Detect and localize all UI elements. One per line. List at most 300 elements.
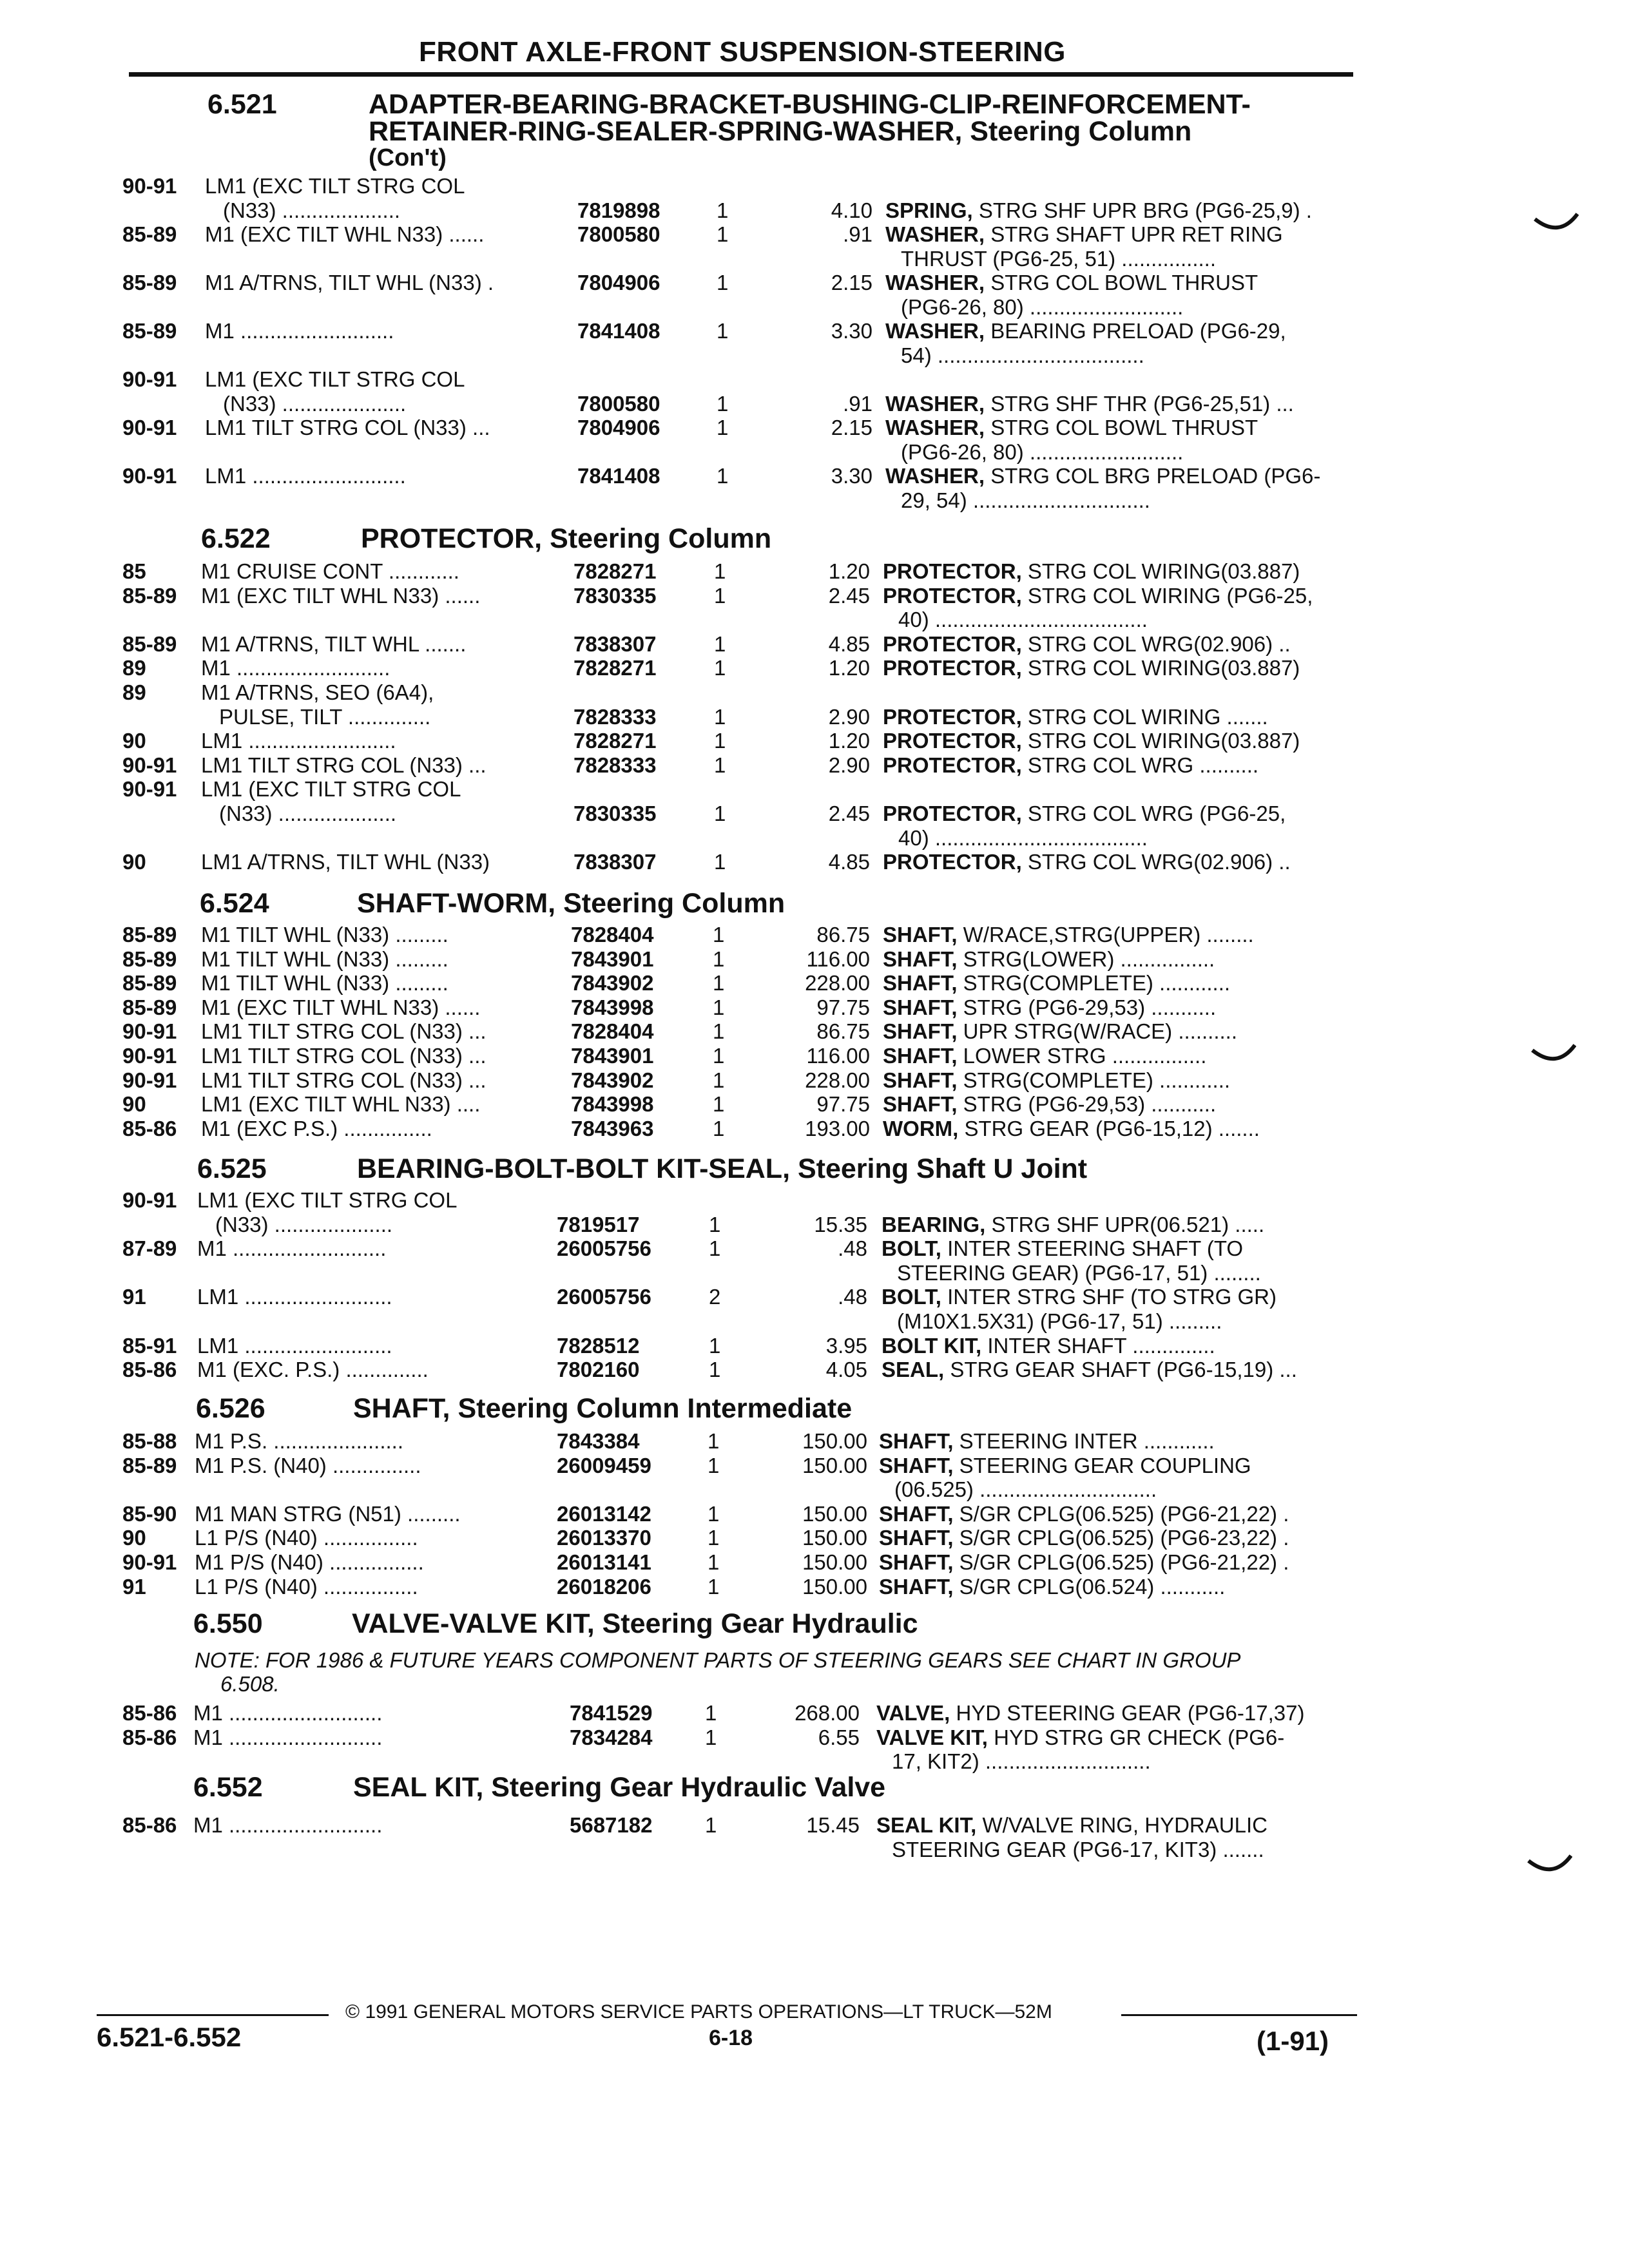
quantity: 1 xyxy=(717,198,729,222)
part-description xyxy=(883,753,1360,777)
part-number: 7843998 xyxy=(571,1092,654,1117)
part-number: 7819517 xyxy=(557,1212,640,1236)
description-text: BEARING PRELOAD (PG6-29, xyxy=(990,319,1286,343)
part-number: 7828404 xyxy=(571,1019,654,1044)
year-range: 85-89 xyxy=(122,947,177,971)
description-keyword: SHAFT, xyxy=(879,1429,954,1453)
part-number: 7800580 xyxy=(577,391,660,416)
part-number: 7843902 xyxy=(571,1068,654,1092)
part-description xyxy=(883,1068,1360,1092)
part-number: 7843998 xyxy=(571,995,654,1019)
price: 2.90 xyxy=(828,753,870,777)
part-row xyxy=(0,1701,1629,1725)
part-number: 7800580 xyxy=(577,222,660,246)
binding-mark-icon xyxy=(1531,1044,1576,1070)
price: 1.20 xyxy=(828,559,870,583)
description-text: HYD STEERING GEAR (PG6-17,37) xyxy=(956,1701,1305,1725)
model-application: LM1 (EXC TILT STRG COL xyxy=(205,367,465,391)
part-row xyxy=(0,1429,1629,1454)
price: 193.00 xyxy=(805,1116,870,1140)
price: .48 xyxy=(838,1285,867,1309)
part-row xyxy=(0,416,1629,440)
description-text: HYD STRG GR CHECK (PG6- xyxy=(994,1725,1285,1749)
year-range: 85-86 xyxy=(122,1813,177,1837)
part-number: 7843384 xyxy=(557,1429,640,1453)
description-keyword: BOLT, xyxy=(882,1285,941,1309)
part-number: 7843902 xyxy=(571,971,654,995)
part-description xyxy=(885,319,1362,343)
price: 228.00 xyxy=(805,971,870,995)
quantity: 1 xyxy=(708,1550,720,1574)
description-text: LOWER STRG ................ xyxy=(963,1044,1207,1068)
quantity: 1 xyxy=(713,1068,725,1092)
model-application: LM1 A/TRNS, TILT WHL (N33) xyxy=(201,850,490,874)
year-range: 85-90 xyxy=(122,1501,177,1526)
part-row xyxy=(0,1334,1629,1358)
part-description xyxy=(885,464,1362,488)
section-title: SHAFT-WORM, Steering Column xyxy=(357,888,786,919)
model-application: M1 .......................... xyxy=(205,319,394,343)
part-number: 26005756 xyxy=(557,1236,651,1261)
part-row xyxy=(0,1526,1629,1550)
price: 3.30 xyxy=(831,464,872,488)
model-application: PULSE, TILT .............. xyxy=(219,704,431,729)
binding-mark-icon xyxy=(1527,1854,1572,1880)
part-row xyxy=(0,222,1629,247)
part-number: 26018206 xyxy=(557,1574,651,1599)
section-number: 6.526 xyxy=(196,1393,265,1424)
description-text: W/RACE,STRG(UPPER) ........ xyxy=(963,923,1254,947)
year-range: 91 xyxy=(122,1285,146,1309)
description-text: STEERING GEAR (PG6-17, KIT3) ....... xyxy=(892,1837,1264,1861)
part-number: 7828512 xyxy=(557,1333,640,1358)
quantity: 1 xyxy=(709,1236,721,1261)
section-number: 6.521 xyxy=(207,89,277,120)
part-description xyxy=(883,947,1360,971)
part-number: 7841408 xyxy=(577,464,660,488)
part-description xyxy=(883,923,1360,947)
model-application: M1 P.S. ...................... xyxy=(195,1429,403,1453)
price: .48 xyxy=(838,1236,867,1261)
price: 150.00 xyxy=(802,1429,867,1453)
part-row xyxy=(0,1092,1629,1117)
description-keyword: SEAL, xyxy=(882,1358,945,1382)
year-range: 90 xyxy=(122,850,146,874)
model-application: LM1 (EXC TILT WHL N33) .... xyxy=(201,1092,481,1117)
page-header-title: FRONT AXLE-FRONT SUSPENSION-STEERING xyxy=(419,36,1066,68)
description-keyword: BOLT KIT, xyxy=(882,1333,982,1358)
year-range: 85-91 xyxy=(122,1333,177,1358)
part-description xyxy=(897,1261,1374,1285)
quantity: 1 xyxy=(714,729,726,753)
section-heading-6-521 xyxy=(207,89,1496,173)
part-row xyxy=(0,1236,1629,1261)
description-keyword: WORM, xyxy=(883,1116,959,1140)
footer-rule-right xyxy=(1121,2014,1357,2016)
model-application: LM1 .......................... xyxy=(205,464,406,488)
quantity: 1 xyxy=(705,1701,717,1725)
year-range: 90-91 xyxy=(122,416,177,439)
year-range: 90-91 xyxy=(122,1068,177,1092)
description-text: STRG GEAR (PG6-15,12) ....... xyxy=(964,1116,1260,1140)
description-text: W/VALVE RING, HYDRAULIC xyxy=(982,1813,1268,1837)
quantity: 1 xyxy=(714,656,726,680)
quantity: 1 xyxy=(713,971,725,995)
price: 150.00 xyxy=(802,1550,867,1574)
quantity: 1 xyxy=(714,850,726,874)
part-row xyxy=(0,1068,1629,1093)
part-row xyxy=(0,1285,1629,1309)
part-row xyxy=(0,923,1629,947)
quantity: 1 xyxy=(708,1501,720,1526)
quantity: 1 xyxy=(713,947,725,971)
price: 228.00 xyxy=(805,1068,870,1092)
part-description xyxy=(882,1213,1358,1236)
description-keyword: PROTECTOR, xyxy=(883,704,1022,729)
part-row xyxy=(0,1188,1629,1213)
price: 3.30 xyxy=(831,319,872,343)
quantity: 1 xyxy=(713,1092,725,1117)
footer-section-range: 6.521-6.552 xyxy=(97,2022,242,2052)
part-description xyxy=(882,1334,1358,1358)
description-text: STRG(COMPLETE) ............ xyxy=(963,1068,1231,1092)
quantity: 1 xyxy=(713,1116,725,1140)
part-description xyxy=(885,222,1362,246)
quantity: 1 xyxy=(713,923,725,947)
quantity: 1 xyxy=(717,222,729,246)
price: 4.10 xyxy=(831,198,872,222)
part-row xyxy=(0,440,1629,465)
part-description xyxy=(883,850,1360,874)
description-text: STRG COL WIRING (PG6-25, xyxy=(1027,583,1313,608)
year-range: 85-86 xyxy=(122,1116,177,1140)
section-number: 6.552 xyxy=(193,1772,263,1803)
part-row xyxy=(0,1261,1629,1285)
price: 1.20 xyxy=(828,729,870,753)
section-title: VALVE-VALVE KIT, Steering Gear Hydraulic xyxy=(352,1608,918,1639)
section-heading-6-525 xyxy=(197,1153,1486,1186)
description-keyword: WASHER, xyxy=(885,416,985,439)
description-text: STEERING GEAR COUPLING xyxy=(959,1453,1251,1477)
year-range: 90 xyxy=(122,729,146,753)
description-text: STRG SHF UPR(06.521) ..... xyxy=(991,1212,1265,1236)
section-number: 6.524 xyxy=(200,888,269,919)
price: 97.75 xyxy=(816,1092,870,1117)
description-text: (06.525) .............................. xyxy=(894,1477,1157,1502)
part-description xyxy=(901,295,1378,319)
model-application: M1 (EXC P.S.) ............... xyxy=(201,1116,432,1140)
description-keyword: SHAFT, xyxy=(883,947,958,971)
description-text: STRG SHF UPR BRG (PG6-25,9) . xyxy=(978,198,1312,222)
description-text: THRUST (PG6-25, 51) ................ xyxy=(901,246,1217,271)
year-range: 85-89 xyxy=(122,271,177,294)
part-row xyxy=(0,1019,1629,1044)
quantity: 1 xyxy=(709,1358,721,1382)
footer-revision-date: (1-91) xyxy=(1257,2026,1329,2056)
part-row xyxy=(0,367,1629,392)
part-row xyxy=(0,656,1629,680)
year-range: 85-89 xyxy=(122,631,177,656)
price: 150.00 xyxy=(802,1574,867,1599)
price: 86.75 xyxy=(816,1019,870,1044)
description-text: INTER STRG SHF (TO STRG GR) xyxy=(947,1285,1277,1309)
part-row xyxy=(0,632,1629,657)
part-row xyxy=(0,271,1629,295)
part-row xyxy=(0,995,1629,1020)
description-keyword: PROTECTOR, xyxy=(883,802,1022,825)
model-application: LM1 (EXC TILT STRG COL xyxy=(205,174,465,198)
quantity: 1 xyxy=(714,559,726,583)
part-row xyxy=(0,488,1629,513)
section-heading-6-526 xyxy=(196,1393,1485,1425)
description-keyword: WASHER, xyxy=(885,271,985,294)
footer-rule-left xyxy=(97,2014,329,2016)
quantity: 1 xyxy=(714,802,726,825)
part-description xyxy=(894,1477,1371,1501)
description-text: 17, KIT2) ............................ xyxy=(892,1749,1151,1774)
description-text: S/GR CPLG(06.524) ........... xyxy=(959,1574,1226,1599)
part-row xyxy=(0,777,1629,802)
part-row xyxy=(0,198,1629,223)
section-note xyxy=(195,1648,1354,1696)
description-text: UPR STRG(W/RACE) .......... xyxy=(963,1019,1238,1044)
description-text: STRG COL WIRING(03.887) xyxy=(1027,656,1300,680)
part-description xyxy=(883,584,1360,608)
year-range: 85-86 xyxy=(122,1358,177,1382)
part-row xyxy=(0,295,1629,320)
model-application: LM1 ......................... xyxy=(201,729,396,753)
model-application: M1 P.S. (N40) ............... xyxy=(195,1453,421,1477)
part-number: 7828404 xyxy=(571,923,654,947)
part-row xyxy=(0,1117,1629,1141)
year-range: 89 xyxy=(122,680,146,704)
part-number: 26013141 xyxy=(557,1550,651,1574)
description-keyword: PROTECTOR, xyxy=(883,753,1022,777)
model-application: LM1 (EXC TILT STRG COL xyxy=(197,1188,458,1212)
year-range: 89 xyxy=(122,656,146,680)
description-keyword: VALVE, xyxy=(876,1701,950,1725)
price: 2.15 xyxy=(831,416,872,439)
description-keyword: PROTECTOR, xyxy=(883,656,1022,680)
model-application: M1 TILT WHL (N33) ......... xyxy=(201,971,448,995)
description-text: STRG COL WIRING(03.887) xyxy=(1027,559,1300,583)
description-keyword: SHAFT, xyxy=(879,1453,954,1477)
part-row xyxy=(0,584,1629,608)
part-row xyxy=(0,392,1629,416)
year-range: 90-91 xyxy=(122,1019,177,1044)
model-application: LM1 TILT STRG COL (N33) ... xyxy=(201,1019,487,1044)
quantity: 1 xyxy=(713,1044,725,1068)
year-range: 90-91 xyxy=(122,1044,177,1068)
year-range: 85-89 xyxy=(122,583,177,608)
part-description xyxy=(879,1550,1356,1574)
part-number: 26013370 xyxy=(557,1526,651,1550)
description-text: S/GR CPLG(06.525) (PG6-21,22) . xyxy=(959,1501,1289,1526)
part-description xyxy=(883,995,1360,1019)
description-text: S/GR CPLG(06.525) (PG6-21,22) . xyxy=(959,1550,1289,1574)
year-range: 85-89 xyxy=(122,1453,177,1477)
header-rule xyxy=(129,72,1353,77)
description-text: STEERING INTER ............ xyxy=(959,1429,1215,1453)
description-keyword: SHAFT, xyxy=(883,1019,958,1044)
price: 2.15 xyxy=(831,271,872,294)
description-keyword: VALVE KIT, xyxy=(876,1725,988,1749)
section-heading-6-550 xyxy=(193,1608,1482,1640)
description-keyword: SHAFT, xyxy=(883,995,958,1019)
part-row xyxy=(0,1213,1629,1237)
description-text: STRG COL BOWL THRUST xyxy=(990,271,1258,294)
year-range: 85-89 xyxy=(122,971,177,995)
part-number: 7841408 xyxy=(577,319,660,343)
price: 4.05 xyxy=(825,1358,867,1382)
description-text: 40) .................................... xyxy=(898,608,1148,632)
year-range: 85-89 xyxy=(122,995,177,1019)
description-text: STRG COL BRG PRELOAD (PG6- xyxy=(990,464,1321,488)
part-description xyxy=(885,198,1362,222)
part-row xyxy=(0,971,1629,995)
price: 2.45 xyxy=(828,802,870,825)
part-row xyxy=(0,1838,1629,1862)
quantity: 1 xyxy=(717,271,729,294)
part-row xyxy=(0,1044,1629,1068)
part-number: 7828271 xyxy=(574,656,657,680)
part-number: 7828271 xyxy=(574,729,657,753)
year-range: 90-91 xyxy=(122,464,177,488)
description-text: STRG SHAFT UPR RET RING xyxy=(990,222,1283,246)
section-title: PROTECTOR, Steering Column xyxy=(361,523,772,554)
part-number: 7843963 xyxy=(571,1116,654,1140)
description-text: STRG (PG6-29,53) ........... xyxy=(963,1092,1217,1117)
part-description xyxy=(897,1309,1374,1333)
price: 2.90 xyxy=(828,704,870,729)
footer-copyright: © 1991 GENERAL MOTORS SERVICE PARTS OPERATIONS—LT TRUCK—52M xyxy=(345,2001,1052,2023)
year-range: 85-88 xyxy=(122,1429,177,1453)
section-heading-6-522 xyxy=(201,523,1490,555)
quantity: 1 xyxy=(717,319,729,343)
section-number: 6.525 xyxy=(197,1153,267,1184)
model-application: (N33) .................... xyxy=(223,198,401,222)
binding-mark-icon xyxy=(1534,213,1579,238)
part-description xyxy=(883,971,1360,995)
part-number: 7830335 xyxy=(574,583,657,608)
quantity: 1 xyxy=(717,391,729,416)
description-text: STRG(LOWER) ................ xyxy=(963,947,1215,971)
part-row xyxy=(0,1477,1629,1502)
price: 86.75 xyxy=(816,923,870,947)
price: 6.55 xyxy=(818,1725,860,1749)
model-application: M1 (EXC TILT WHL N33) ...... xyxy=(205,222,485,246)
part-row xyxy=(0,680,1629,705)
section-title: SEAL KIT, Steering Gear Hydraulic Valve xyxy=(353,1772,886,1803)
part-description xyxy=(882,1358,1358,1381)
year-range: 90-91 xyxy=(122,1188,177,1212)
part-description xyxy=(876,1725,1353,1749)
quantity: 1 xyxy=(709,1212,721,1236)
description-text: STRG COL WRG(02.906) .. xyxy=(1027,850,1291,874)
part-row xyxy=(0,559,1629,584)
description-keyword: SPRING, xyxy=(885,198,973,222)
part-number: 7828333 xyxy=(574,753,657,777)
description-keyword: WASHER, xyxy=(885,222,985,246)
section-number: 6.550 xyxy=(193,1608,263,1639)
part-description xyxy=(898,608,1375,631)
year-range: 90 xyxy=(122,1092,146,1117)
part-number: 26013142 xyxy=(557,1501,651,1526)
part-description xyxy=(883,729,1360,753)
description-text: (M10X1.5X31) (PG6-17, 51) ......... xyxy=(897,1309,1222,1333)
part-description xyxy=(901,440,1378,464)
description-keyword: WASHER, xyxy=(885,464,985,488)
part-number: 26009459 xyxy=(557,1453,651,1477)
part-description xyxy=(879,1454,1356,1477)
price: 150.00 xyxy=(802,1526,867,1550)
section-title: BEARING-BOLT-BOLT KIT-SEAL, Steering Shaft U Joint xyxy=(357,1153,1088,1184)
year-range: 90-91 xyxy=(122,753,177,777)
model-application: LM1 TILT STRG COL (N33) ... xyxy=(205,416,490,439)
model-application: (N33) ..................... xyxy=(223,391,407,416)
price: 4.85 xyxy=(828,850,870,874)
part-row xyxy=(0,802,1629,826)
model-application: M1 .......................... xyxy=(201,656,390,680)
section-heading-6-524 xyxy=(200,888,1489,920)
part-number: 5687182 xyxy=(570,1813,653,1837)
part-description xyxy=(885,392,1362,416)
description-text: STRG COL WIRING ....... xyxy=(1027,704,1268,729)
part-description xyxy=(883,705,1360,729)
section-title-line3: (Con't) xyxy=(369,144,447,171)
part-number: 7843901 xyxy=(571,1044,654,1068)
part-description xyxy=(882,1236,1358,1260)
part-description xyxy=(883,559,1360,583)
year-range: 85-89 xyxy=(122,319,177,343)
part-number: 26005756 xyxy=(557,1285,651,1309)
part-row xyxy=(0,729,1629,753)
model-application: M1 .......................... xyxy=(193,1725,383,1749)
part-row xyxy=(0,1309,1629,1334)
part-number: 7838307 xyxy=(574,850,657,874)
part-row xyxy=(0,464,1629,488)
model-application: M1 (EXC. P.S.) .............. xyxy=(197,1358,429,1382)
year-range: 85 xyxy=(122,559,146,583)
model-application: (N33) .................... xyxy=(215,1212,393,1236)
part-description xyxy=(901,247,1378,271)
part-description xyxy=(883,632,1360,656)
description-keyword: PROTECTOR, xyxy=(883,729,1022,753)
description-text: (PG6-26, 80) .......................... xyxy=(901,294,1184,319)
description-text: S/GR CPLG(06.525) (PG6-23,22) . xyxy=(959,1526,1289,1550)
part-row xyxy=(0,1358,1629,1382)
part-number: 7828333 xyxy=(574,704,657,729)
quantity: 1 xyxy=(708,1526,720,1550)
part-description xyxy=(901,488,1378,512)
part-number: 7802160 xyxy=(557,1358,640,1382)
quantity: 1 xyxy=(713,1019,725,1044)
part-description xyxy=(876,1813,1353,1837)
model-application: M1 A/TRNS, SEO (6A4), xyxy=(201,680,434,704)
model-application: LM1 TILT STRG COL (N33) ... xyxy=(201,1044,487,1068)
model-application: LM1 TILT STRG COL (N33) ... xyxy=(201,753,487,777)
description-text: STRG COL BOWL THRUST xyxy=(990,416,1258,439)
model-application: M1 CRUISE CONT ............ xyxy=(201,559,459,583)
model-application: M1 (EXC TILT WHL N33) ...... xyxy=(201,995,481,1019)
description-text: 54) ................................... xyxy=(901,343,1144,367)
description-keyword: SHAFT, xyxy=(883,1068,958,1092)
description-keyword: PROTECTOR, xyxy=(883,559,1022,583)
section-number: 6.522 xyxy=(201,523,271,554)
description-keyword: PROTECTOR, xyxy=(883,631,1022,656)
description-keyword: PROTECTOR, xyxy=(883,583,1022,608)
part-description xyxy=(879,1526,1356,1550)
